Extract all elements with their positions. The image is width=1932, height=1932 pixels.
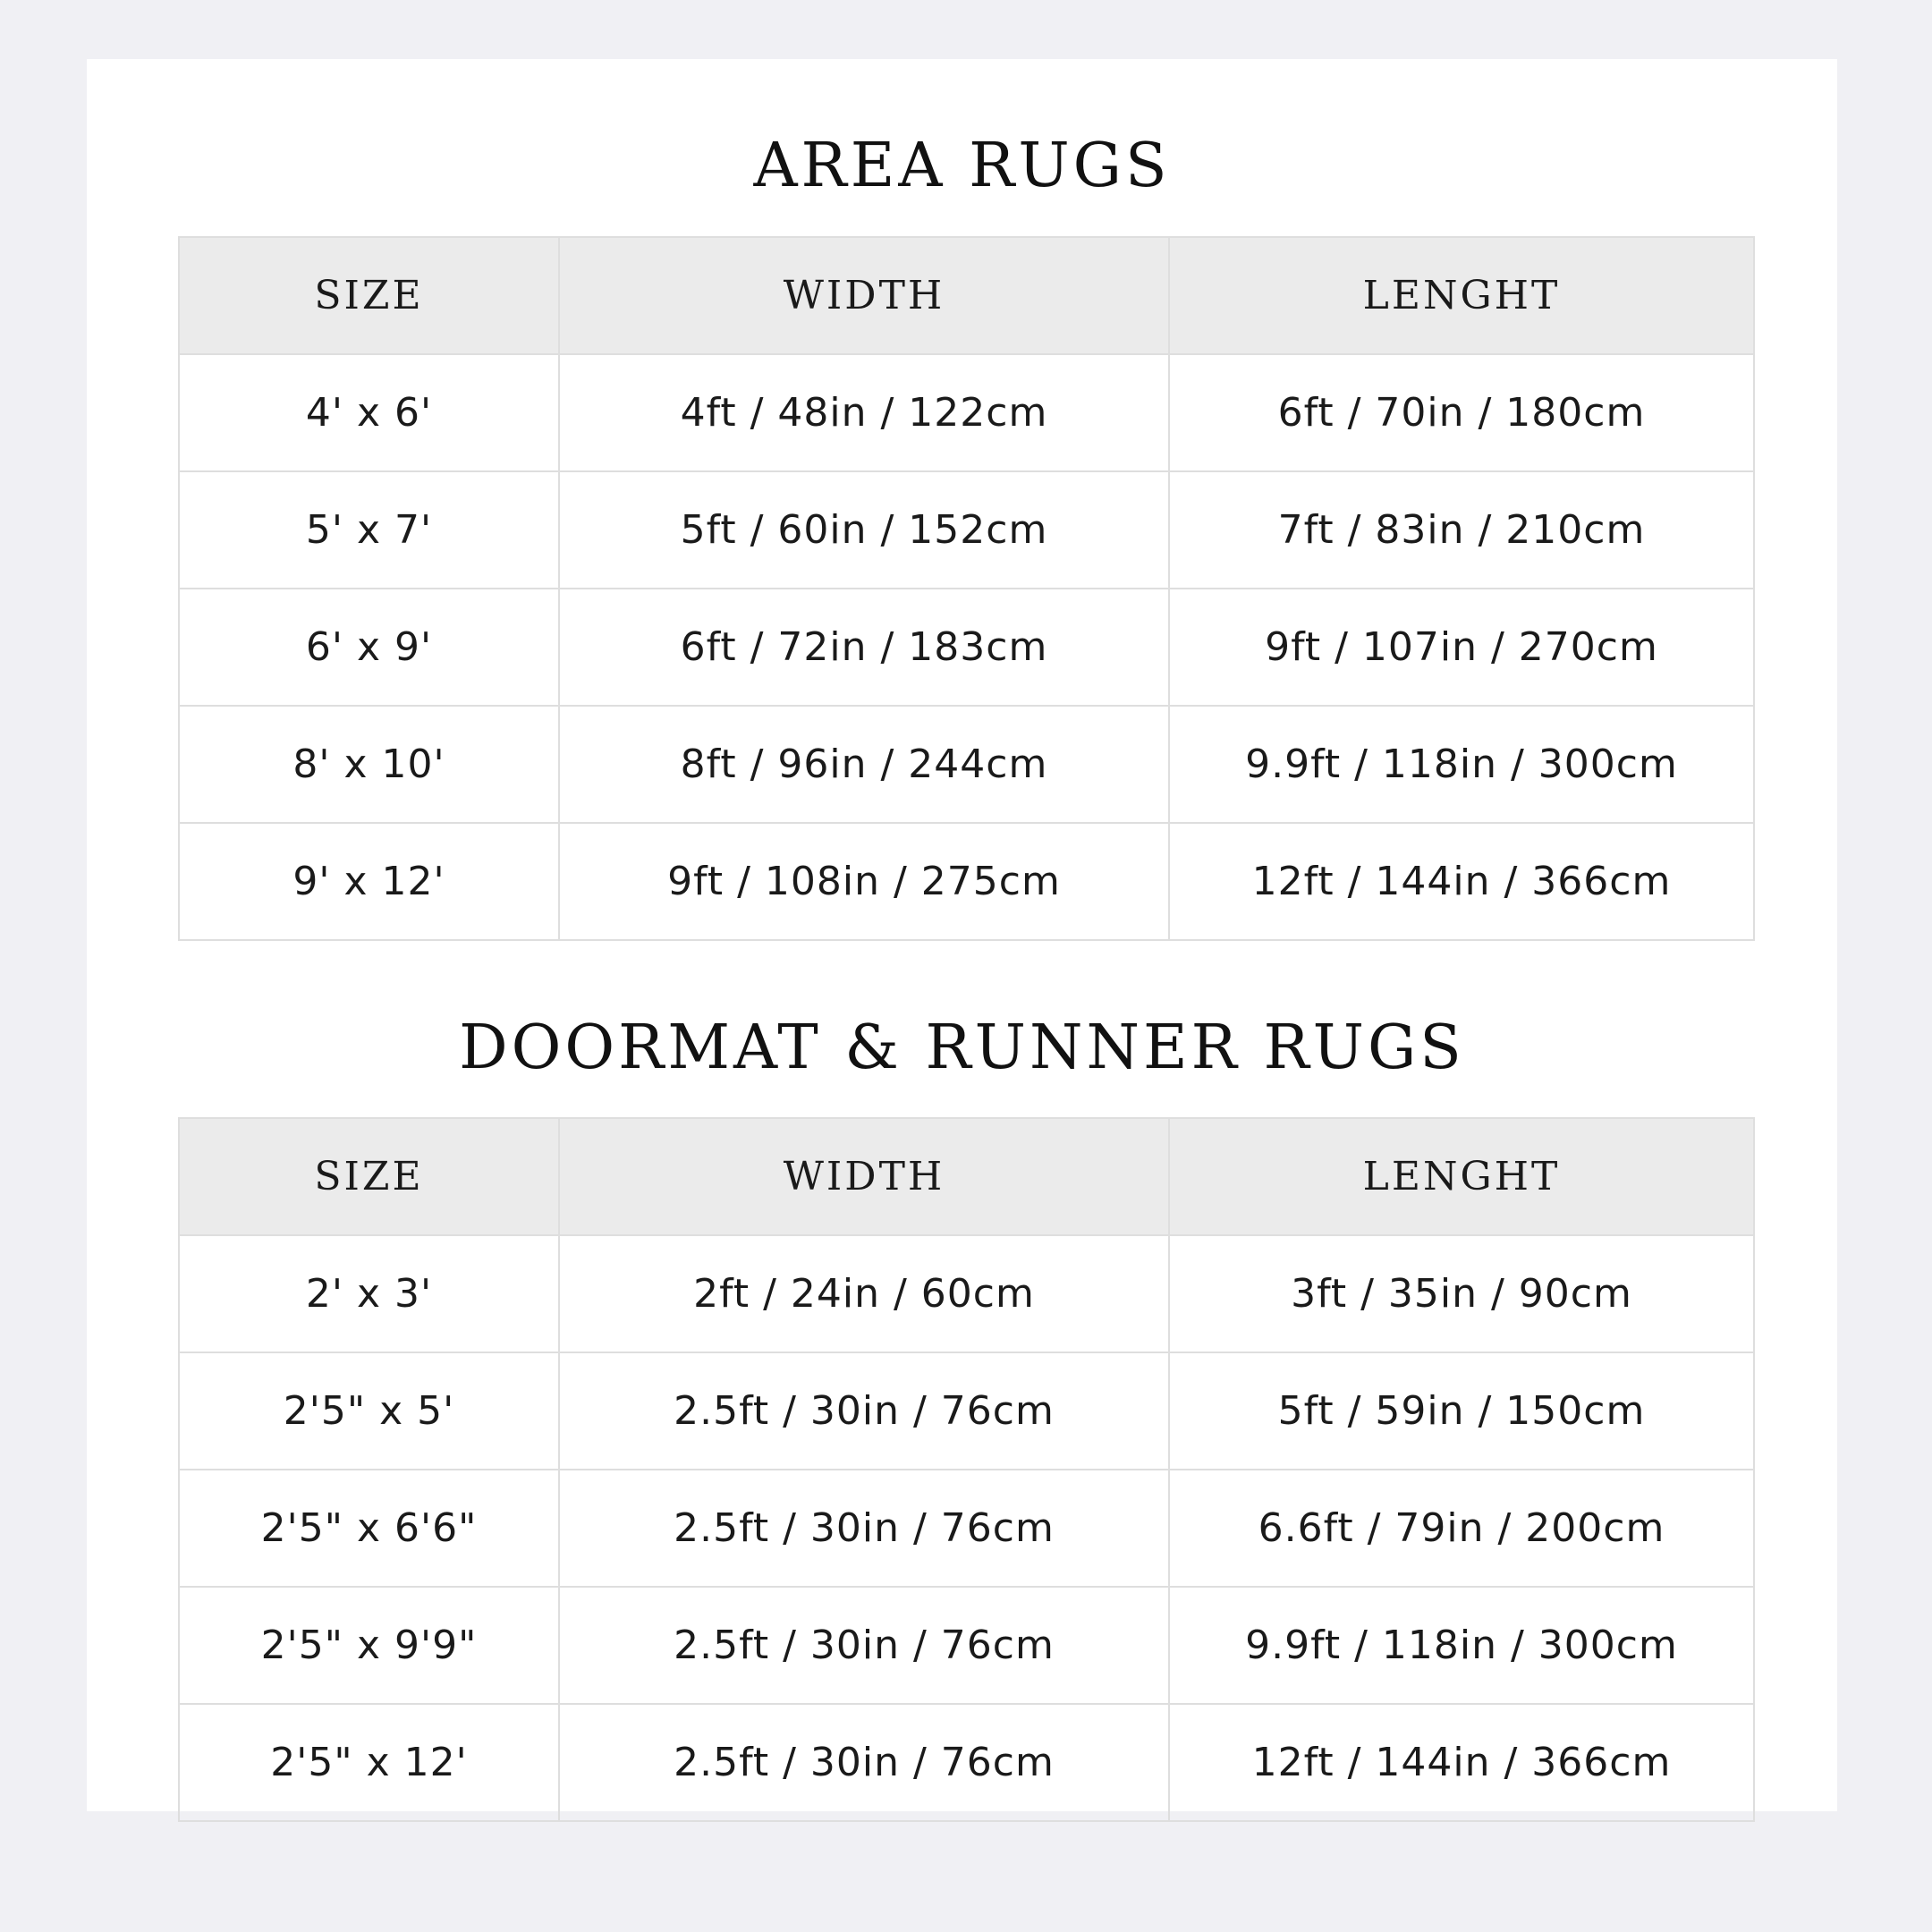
table-row: [179, 1587, 1754, 1704]
width-cell: 2.5ft / 30in / 76cm: [559, 1352, 1169, 1470]
length-cell: 12ft / 144in / 366cm: [1169, 823, 1754, 940]
table-row: [179, 706, 1754, 823]
size-cell: 5' x 7': [179, 471, 559, 589]
width-cell: 4ft / 48in / 122cm: [559, 354, 1169, 471]
area-rugs-table: [178, 236, 1755, 941]
width-cell: 8ft / 96in / 244cm: [559, 706, 1169, 823]
length-cell: 9.9ft / 118in / 300cm: [1169, 706, 1754, 823]
table-row: [179, 1704, 1754, 1821]
size-cell: 2'5" x 5': [179, 1352, 559, 1470]
width-cell: 2ft / 24in / 60cm: [559, 1235, 1169, 1352]
size-cell: 4' x 6': [179, 354, 559, 471]
table-row: [179, 1470, 1754, 1587]
table-header-row: [179, 1118, 1754, 1235]
size-cell: 2' x 3': [179, 1235, 559, 1352]
width-cell: 6ft / 72in / 183cm: [559, 589, 1169, 706]
size-cell: 2'5" x 9'9": [179, 1587, 559, 1704]
width-cell: 2.5ft / 30in / 76cm: [559, 1587, 1169, 1704]
length-cell: 12ft / 144in / 366cm: [1169, 1704, 1754, 1821]
table-row: [179, 471, 1754, 589]
doormat-runner-rugs-table: [178, 1117, 1755, 1822]
column-header-length: LENGHT: [1169, 237, 1754, 354]
length-cell: 6ft / 70in / 180cm: [1169, 354, 1754, 471]
size-cell: 2'5" x 6'6": [179, 1470, 559, 1587]
column-header-width: WIDTH: [559, 237, 1169, 354]
width-cell: 2.5ft / 30in / 76cm: [559, 1704, 1169, 1821]
doormat-runner-rugs-title: DOORMAT & RUNNER RUGS: [459, 1013, 1465, 1083]
size-cell: 9' x 12': [179, 823, 559, 940]
table-row: [179, 1352, 1754, 1470]
length-cell: 3ft / 35in / 90cm: [1169, 1235, 1754, 1352]
table-row: [179, 354, 1754, 471]
length-cell: 6.6ft / 79in / 200cm: [1169, 1470, 1754, 1587]
table-row: [179, 589, 1754, 706]
column-header-width: WIDTH: [559, 1118, 1169, 1235]
column-header-size: SIZE: [179, 1118, 559, 1235]
area-rugs-title: AREA RUGS: [753, 131, 1171, 201]
size-chart-card: [87, 59, 1837, 1811]
width-cell: 9ft / 108in / 275cm: [559, 823, 1169, 940]
length-cell: 9ft / 107in / 270cm: [1169, 589, 1754, 706]
size-cell: 8' x 10': [179, 706, 559, 823]
width-cell: 5ft / 60in / 152cm: [559, 471, 1169, 589]
size-cell: 6' x 9': [179, 589, 559, 706]
table-row: [179, 823, 1754, 940]
table-header-row: [179, 237, 1754, 354]
column-header-length: LENGHT: [1169, 1118, 1754, 1235]
table-row: [179, 1235, 1754, 1352]
size-cell: 2'5" x 12': [179, 1704, 559, 1821]
length-cell: 9.9ft / 118in / 300cm: [1169, 1587, 1754, 1704]
column-header-size: SIZE: [179, 237, 559, 354]
width-cell: 2.5ft / 30in / 76cm: [559, 1470, 1169, 1587]
length-cell: 5ft / 59in / 150cm: [1169, 1352, 1754, 1470]
length-cell: 7ft / 83in / 210cm: [1169, 471, 1754, 589]
